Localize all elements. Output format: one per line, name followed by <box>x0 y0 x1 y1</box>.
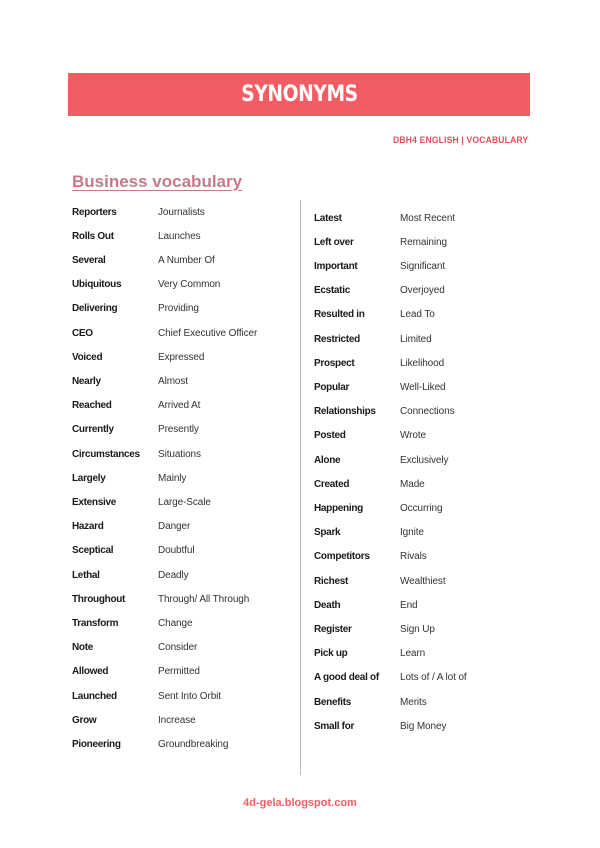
vocab-row <box>72 494 211 510</box>
vocab-row <box>72 664 200 680</box>
vocab-term: Important <box>314 260 358 272</box>
vocab-synonym: Wealthiest <box>400 575 446 587</box>
vocab-row <box>314 646 425 662</box>
section-title: Business vocabulary <box>72 172 243 191</box>
vocab-term: Grow <box>72 714 97 726</box>
vocab-term: Prospect <box>314 357 355 369</box>
vocab-synonym: Wrote <box>400 430 426 442</box>
vocab-row <box>314 283 445 299</box>
vocab-synonym: Arrived At <box>158 400 201 412</box>
title-banner <box>68 73 530 116</box>
vocab-term: Alone <box>314 454 341 466</box>
vocab-synonym: Significant <box>400 260 446 272</box>
vocab-synonym: Very Common <box>158 279 221 291</box>
vocab-synonym: Likelihood <box>400 357 445 369</box>
vocab-term: Small for <box>314 720 355 732</box>
vocab-term: Resulted in <box>314 309 365 321</box>
vocab-term: Relationships <box>314 406 376 418</box>
vocab-term: Pioneering <box>72 738 121 750</box>
vocab-term: Reporters <box>72 206 117 218</box>
vocab-row <box>314 549 427 565</box>
vocab-term: Spark <box>314 527 341 539</box>
vocab-row <box>314 331 432 347</box>
vocab-synonym: Change <box>158 617 193 629</box>
vocab-synonym: End <box>400 599 418 611</box>
vocab-synonym: Mainly <box>158 472 187 484</box>
vocab-synonym: Connections <box>400 406 455 418</box>
vocab-term: Benefits <box>314 696 352 708</box>
footer-link[interactable]: 4d-gela.blogspot.com <box>243 797 357 809</box>
vocab-term: Created <box>314 478 350 490</box>
vocab-term: Reached <box>72 400 112 412</box>
vocab-row <box>72 446 201 462</box>
vocab-row <box>72 325 257 341</box>
vocab-synonym: Expressed <box>158 351 205 363</box>
vocab-synonym: Consider <box>158 642 198 654</box>
vocab-row <box>72 640 197 656</box>
vocab-row <box>72 470 186 486</box>
vocab-term: Allowed <box>72 666 109 678</box>
vocab-row <box>72 688 221 704</box>
vocab-term: Sceptical <box>72 545 114 557</box>
vocab-row <box>314 428 426 444</box>
vocab-row <box>72 398 200 414</box>
vocab-synonym: Doubtful <box>158 545 195 557</box>
vocab-row <box>314 476 425 492</box>
vocab-row <box>314 500 442 516</box>
vocab-synonym: Deadly <box>158 569 189 581</box>
vocab-row <box>314 258 445 274</box>
vocab-row <box>72 422 199 438</box>
vocab-term: Competitors <box>314 551 370 563</box>
vocab-term: Rolls Out <box>72 230 114 242</box>
vocab-synonym: Overjoyed <box>400 285 445 297</box>
vocab-synonym: Lots of / A lot of <box>400 672 467 684</box>
vocab-row <box>72 228 201 244</box>
vocab-synonym: Exclusively <box>400 454 449 466</box>
vocab-term: Several <box>72 254 106 266</box>
vocab-row <box>314 307 435 323</box>
vocab-term: A good deal of <box>314 672 379 684</box>
vocab-synonym: Chief Executive Officer <box>158 327 258 339</box>
vocab-term: Ecstatic <box>314 285 350 297</box>
vocab-term: Left over <box>314 236 354 248</box>
vocab-term: Richest <box>314 575 349 587</box>
vocab-synonym: Danger <box>158 521 191 533</box>
vocab-synonym: A Number Of <box>158 254 215 266</box>
vocab-synonym: Lead To <box>400 309 435 321</box>
vocab-row <box>314 694 427 710</box>
vocab-term: Ubiquitous <box>72 279 122 291</box>
vocab-synonym: Through/ All Through <box>158 593 250 605</box>
vocab-synonym: Almost <box>158 375 188 387</box>
vocab-synonym: Well-Liked <box>400 381 446 393</box>
vocab-term: Currently <box>72 424 114 436</box>
vocab-term: Voiced <box>72 351 103 363</box>
vocab-term: Latest <box>314 212 342 224</box>
vocab-row <box>72 591 249 607</box>
vocab-synonym: Large-Scale <box>158 496 211 508</box>
vocab-row <box>72 349 204 365</box>
vocab-term: Hazard <box>72 521 104 533</box>
vocab-row <box>314 670 467 686</box>
vocab-term: Circumstances <box>72 448 140 460</box>
vocab-row <box>72 277 220 293</box>
vocab-term: Largely <box>72 472 106 484</box>
vocab-row <box>72 301 199 317</box>
vocab-term: Pick up <box>314 648 348 660</box>
vocab-row <box>72 252 215 268</box>
vocab-row <box>314 452 448 468</box>
vocab-term: Throughout <box>72 593 126 605</box>
vocab-term: Register <box>314 623 352 635</box>
vocab-row <box>314 525 424 541</box>
vocab-synonym: Groundbreaking <box>158 738 229 750</box>
column-divider <box>300 200 301 775</box>
vocab-term: Happening <box>314 502 363 514</box>
vocab-row <box>72 712 196 728</box>
vocab-row <box>314 404 455 420</box>
vocab-synonym: Occurring <box>400 502 443 514</box>
vocab-synonym: Sign Up <box>400 623 435 635</box>
vocab-synonym: Providing <box>158 303 199 315</box>
vocab-term: CEO <box>72 327 93 339</box>
vocab-synonym: Made <box>400 478 425 490</box>
vocab-synonym: Big Money <box>400 720 447 732</box>
vocab-term: Restricted <box>314 333 360 345</box>
vocab-synonym: Situations <box>158 448 201 460</box>
vocab-row <box>314 234 447 250</box>
page-title: SYNONYMS <box>240 82 358 107</box>
vocab-synonym: Merits <box>400 696 427 708</box>
vocab-row <box>314 621 435 637</box>
vocab-synonym: Remaining <box>400 236 447 248</box>
vocab-synonym: Increase <box>158 714 196 726</box>
vocab-synonym: Journalists <box>158 206 205 218</box>
vocab-term: Transform <box>72 617 119 629</box>
vocab-synonym: Permitted <box>158 666 200 678</box>
vocab-row <box>72 567 189 583</box>
vocab-term: Lethal <box>72 569 100 581</box>
vocab-term: Nearly <box>72 375 101 387</box>
vocab-synonym: Sent Into Orbit <box>158 690 221 702</box>
vocab-term: Note <box>72 642 94 654</box>
subheader-label: DBH4 ENGLISH | VOCABULARY <box>392 135 528 146</box>
vocab-synonym: Limited <box>400 333 432 345</box>
vocab-row <box>314 597 418 613</box>
vocab-row <box>72 373 188 389</box>
vocab-row <box>72 736 228 752</box>
vocab-synonym: Launches <box>158 230 201 242</box>
vocab-row <box>314 210 455 226</box>
vocab-row <box>72 615 192 631</box>
vocab-synonym: Ignite <box>400 527 424 539</box>
vocab-term: Extensive <box>72 496 116 508</box>
vocab-synonym: Learn <box>400 648 426 660</box>
vocab-synonym: Rivals <box>400 551 427 563</box>
vocab-term: Delivering <box>72 303 118 315</box>
vocab-term: Popular <box>314 381 350 393</box>
vocab-row <box>314 573 446 589</box>
vocab-row <box>72 204 205 220</box>
vocab-row <box>314 718 446 734</box>
vocab-synonym: Presently <box>158 424 199 436</box>
vocab-synonym: Most Recent <box>400 212 456 224</box>
vocab-term: Death <box>314 599 341 611</box>
vocab-term: Launched <box>72 690 117 702</box>
vocab-row <box>314 379 446 395</box>
vocab-row <box>72 543 194 559</box>
vocab-row <box>314 355 444 371</box>
vocab-row <box>72 519 190 535</box>
vocab-term: Posted <box>314 430 346 442</box>
